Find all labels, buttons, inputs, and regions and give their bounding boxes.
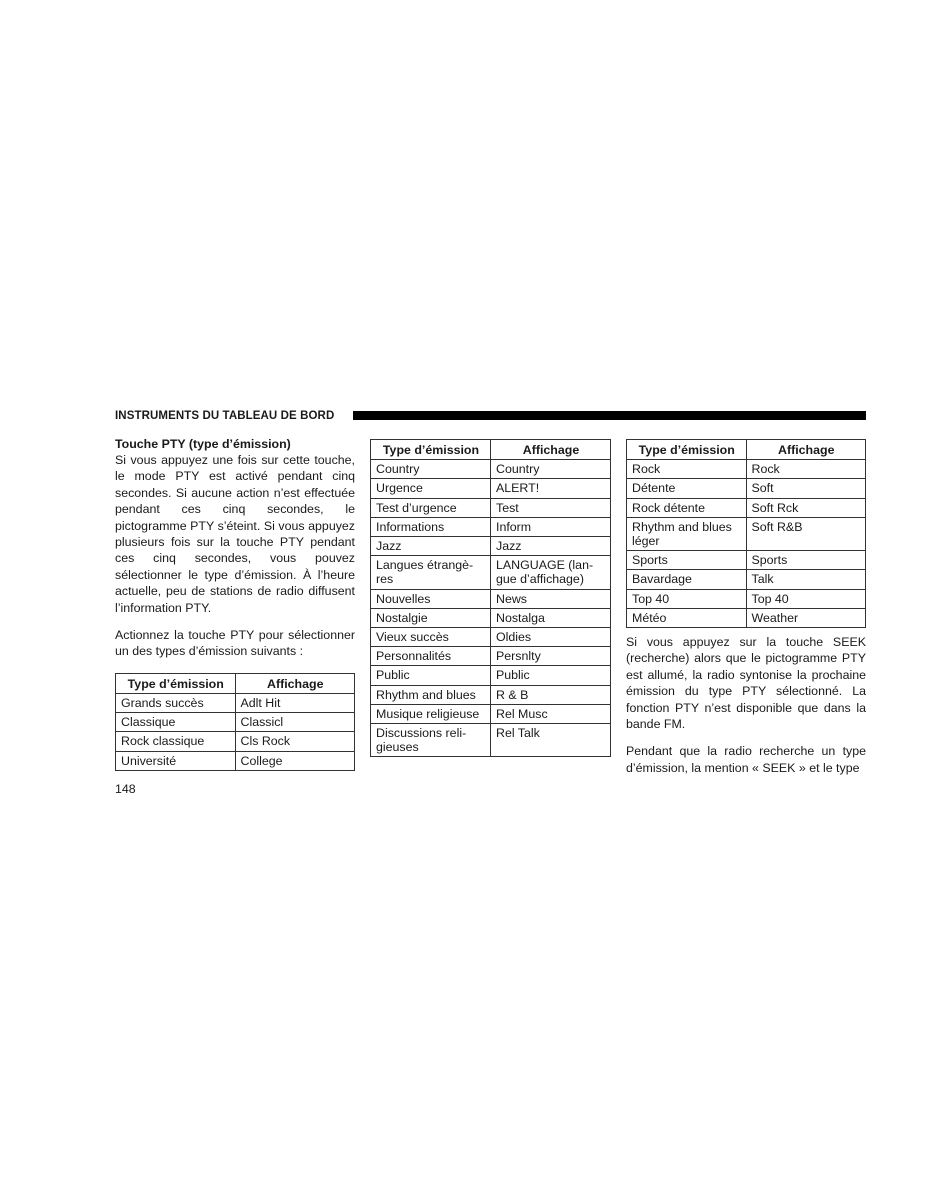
table-row (627, 608, 866, 627)
cell-display: College (235, 751, 355, 770)
cell-display: Weather (746, 608, 866, 627)
table-body (371, 460, 611, 757)
cell-display: News (491, 589, 611, 608)
table-row (371, 556, 611, 589)
cell-display: Oldies (491, 628, 611, 647)
header-rule (353, 411, 866, 420)
cell-display: ALERT! (491, 479, 611, 498)
column-right (626, 439, 866, 776)
table-row (116, 713, 355, 732)
table-row (116, 732, 355, 751)
table-row (627, 498, 866, 517)
column-header-type: Type d’émission (116, 673, 236, 693)
column-header-type: Type d’émission (371, 440, 491, 460)
table-row (627, 551, 866, 570)
cell-display: R & B (491, 685, 611, 704)
cell-type: Discussions reli-gieuses (371, 724, 491, 757)
cell-type: Rhythm and blues (371, 685, 491, 704)
cell-type: Sports (627, 551, 747, 570)
cell-display: Talk (746, 570, 866, 589)
cell-type: Urgence (371, 479, 491, 498)
cell-display: Cls Rock (235, 732, 355, 751)
cell-display: Rock (746, 460, 866, 479)
table-row (371, 537, 611, 556)
cell-type: Top 40 (627, 589, 747, 608)
cell-type: Musique religieuse (371, 704, 491, 723)
cell-type: Université (116, 751, 236, 770)
cell-type: Rhythm and blues léger (627, 517, 747, 550)
cell-display: Public (491, 666, 611, 685)
table-row (371, 628, 611, 647)
cell-type: Météo (627, 608, 747, 627)
cell-display: Test (491, 498, 611, 517)
table-row (371, 685, 611, 704)
cell-type: Détente (627, 479, 747, 498)
table-header-row (116, 673, 355, 693)
table-row (371, 666, 611, 685)
cell-display: Nostalga (491, 608, 611, 627)
cell-display: Rel Talk (491, 724, 611, 757)
column-middle (370, 439, 611, 757)
cell-type: Country (371, 460, 491, 479)
cell-display: Soft Rck (746, 498, 866, 517)
cell-type: Public (371, 666, 491, 685)
table-row (627, 517, 866, 550)
cell-type: Grands succès (116, 694, 236, 713)
cell-display: Sports (746, 551, 866, 570)
table-body (116, 694, 355, 771)
cell-display: Top 40 (746, 589, 866, 608)
pty-table-3 (626, 439, 866, 628)
pty-table-2 (370, 439, 611, 757)
table-row (371, 517, 611, 536)
table-row (371, 589, 611, 608)
table-body (627, 460, 866, 628)
column-header-display: Affichage (235, 673, 355, 693)
cell-type: Informations (371, 517, 491, 536)
header-title: INSTRUMENTS DU TABLEAU DE BORD (115, 410, 335, 422)
column-left (115, 436, 355, 771)
page-header (115, 409, 866, 423)
cell-type: Rock classique (116, 732, 236, 751)
instruction-paragraph: Actionnez la touche PTY pour sélectionner un des types d’émission suivants : (115, 628, 355, 659)
cell-display: Soft (746, 479, 866, 498)
cell-display: Adlt Hit (235, 694, 355, 713)
table-row (627, 460, 866, 479)
table-row (116, 694, 355, 713)
seek-continued-paragraph: Pendant que la radio recherche un type d’émission, la mention « SEEK » et le type (626, 744, 866, 775)
cell-display: Inform (491, 517, 611, 536)
table-header-row (627, 440, 866, 460)
column-header-display: Affichage (746, 440, 866, 460)
cell-type: Bavardage (627, 570, 747, 589)
table-row (371, 498, 611, 517)
page-number: 148 (115, 782, 136, 796)
table-row (371, 479, 611, 498)
cell-display: Persnlty (491, 647, 611, 666)
cell-display: Soft R&B (746, 517, 866, 550)
cell-type: Rock détente (627, 498, 747, 517)
cell-type: Nostalgie (371, 608, 491, 627)
cell-type: Nouvelles (371, 589, 491, 608)
cell-display: Rel Musc (491, 704, 611, 723)
cell-display: LANGUAGE (lan-gue d’affichage) (491, 556, 611, 589)
table-row (371, 704, 611, 723)
table-row (371, 460, 611, 479)
cell-type: Jazz (371, 537, 491, 556)
table-row (627, 570, 866, 589)
seek-paragraph: Si vous appuyez sur la touche SEEK (recherche) alors que le pictogramme PTY est allumé, la radio syntonise la prochaine émission du type PTY sélectionné. La fonction PTY n’est disponible que dans la bande FM. (626, 635, 866, 732)
table-row (627, 589, 866, 608)
column-header-display: Affichage (491, 440, 611, 460)
cell-type: Test d’urgence (371, 498, 491, 517)
section-title: Touche PTY (type d’émission) (115, 437, 291, 451)
intro-paragraph: Si vous appuyez une fois sur cette touche, le mode PTY est activé pendant cinq secondes. Si aucune action n’est effectuée pendant ces cinq secondes, le pictogramme PTY s’éteint. Si vous appuyez plusieurs fois sur la touche PTY pendant ces cinq secondes, vous pouvez sélectionner le type d’émission. À l’heure actuelle, peu de stations de radio diffusent l’information PTY. (115, 453, 355, 615)
table-header-row (371, 440, 611, 460)
cell-type: Langues étrangè-res (371, 556, 491, 589)
table-row (116, 751, 355, 770)
cell-type: Personnalités (371, 647, 491, 666)
column-header-type: Type d’émission (627, 440, 747, 460)
cell-type: Classique (116, 713, 236, 732)
table-row (371, 647, 611, 666)
table-row (371, 608, 611, 627)
pty-table-1 (115, 673, 355, 771)
cell-type: Rock (627, 460, 747, 479)
cell-display: Country (491, 460, 611, 479)
table-row (371, 724, 611, 757)
cell-type: Vieux succès (371, 628, 491, 647)
cell-display: Jazz (491, 537, 611, 556)
table-row (627, 479, 866, 498)
cell-display: Classicl (235, 713, 355, 732)
